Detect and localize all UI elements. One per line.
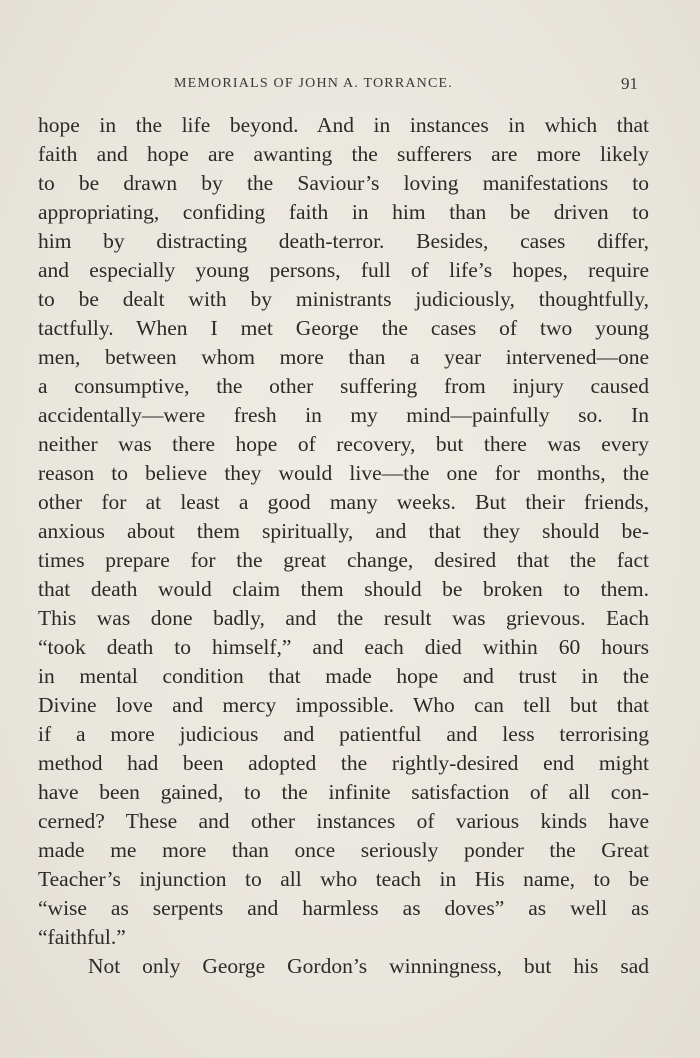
text-line: accidentally—were fresh in my mind—painfully so. In [38, 403, 649, 427]
text-line: to be dealt with by ministrants judiciously, thoughtfully, [38, 287, 649, 311]
text-line: anxious about them spiritually, and that they should be- [38, 519, 649, 543]
paragraph-start-line: Not only George Gordon’s winningness, but his sad [88, 954, 649, 978]
text-line: This was done badly, and the result was grievous. Each [38, 606, 649, 630]
text-line: times prepare for the great change, desired that the fact [38, 548, 649, 572]
text-line: if a more judicious and patientful and less terrorising [38, 722, 649, 746]
text-line: cerned? These and other instances of various kinds have [38, 809, 649, 833]
page-number: 91 [621, 74, 638, 93]
text-line: appropriating, confiding faith in him than be driven to [38, 200, 649, 224]
text-line: hope in the life beyond. And in instances in which that [38, 113, 649, 137]
running-head [38, 76, 650, 96]
text-line: him by distracting death-terror. Besides, cases differ, [38, 229, 649, 253]
text-line: reason to believe they would live—the one for months, the [38, 461, 649, 485]
text-line: that death would claim them should be broken to them. [38, 577, 649, 601]
text-line: a consumptive, the other suffering from injury caused [38, 374, 649, 398]
text-line: “took death to himself,” and each died within 60 hours [38, 635, 649, 659]
text-line: tactfully. When I met George the cases of two young [38, 316, 649, 340]
text-line: other for at least a good many weeks. But their friends, [38, 490, 649, 514]
text-line: made me more than once seriously ponder the Great [38, 838, 649, 862]
text-line: faith and hope are awanting the sufferers are more likely [38, 142, 649, 166]
text-line: to be drawn by the Saviour’s loving manifestations to [38, 171, 649, 195]
text-line: men, between whom more than a year intervened—one [38, 345, 649, 369]
text-line: neither was there hope of recovery, but there was every [38, 432, 649, 456]
text-line: Divine love and mercy impossible. Who can tell but that [38, 693, 649, 717]
text-line: “faithful.” [38, 925, 126, 949]
body-text [38, 111, 649, 981]
text-line: and especially young persons, full of life’s hopes, require [38, 258, 649, 282]
text-line: Teacher’s injunction to all who teach in His name, to be [38, 867, 649, 891]
text-line: in mental condition that made hope and trust in the [38, 664, 649, 688]
text-line: method had been adopted the rightly-desired end might [38, 751, 649, 775]
text-line: “wise as serpents and harmless as doves” as well as [38, 896, 649, 920]
running-title: MEMORIALS OF JOHN A. TORRANCE. [174, 76, 453, 91]
text-line: have been gained, to the infinite satisfaction of all con- [38, 780, 649, 804]
